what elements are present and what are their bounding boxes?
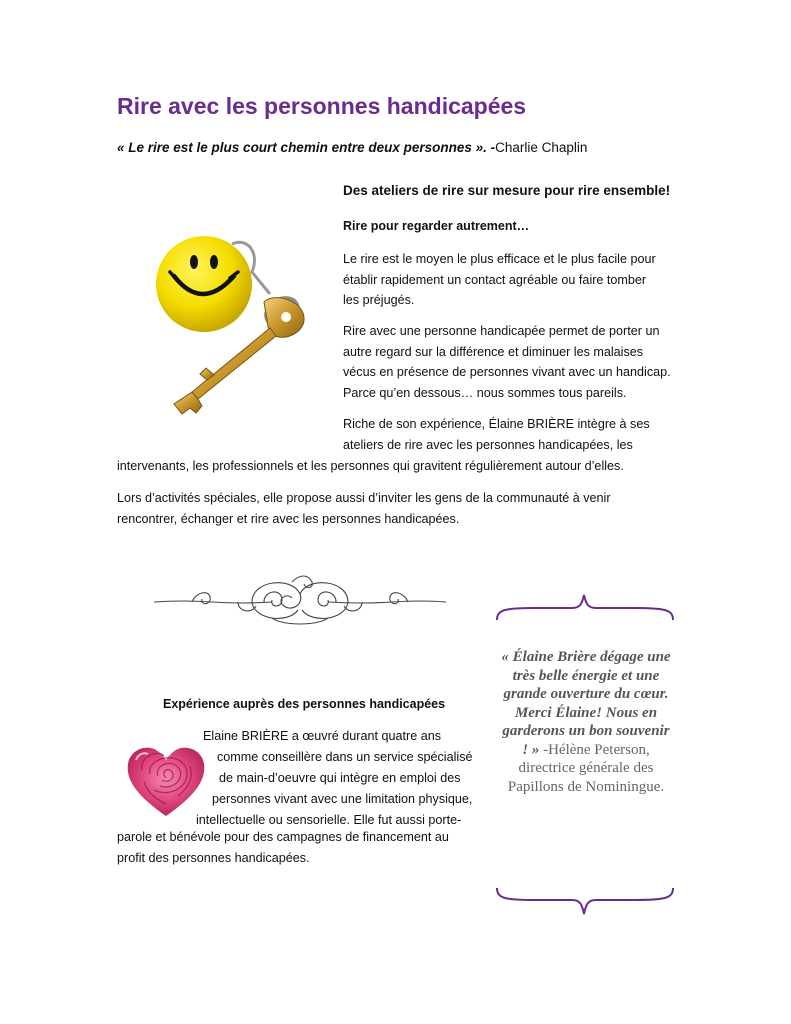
chaplin-quote xyxy=(117,140,587,155)
rose-heart-icon xyxy=(124,742,208,818)
testimonial-text: « Élaine Brière dégage une très belle énergie et une grande ouverture du cœur. Merci Élaine! Nous en garderons un bon souvenir ! » xyxy=(501,649,671,758)
page-title: Rire avec les personnes handicapées xyxy=(117,93,527,119)
experience-line-2: comme conseillère dans un service spécialisé xyxy=(217,750,473,764)
text-line: établir rapidement un contact agréable ou faire tomber xyxy=(343,272,647,287)
paragraph-2 xyxy=(343,321,671,403)
experience-line-7: profit des personnes handicapées. xyxy=(117,851,310,865)
experience-line-1: Elaine BRIÈRE a œuvré durant quatre ans xyxy=(203,729,442,743)
text-line: Rire avec une personne handicapée permet de porter un xyxy=(343,324,660,338)
testimonial-attribution: -Hélène Peterson, directrice générale des Papillons de Nominingue. xyxy=(507,741,665,795)
quote-text: « Le rire est le plus court chemin entre deux personnes ». - xyxy=(117,140,496,155)
flourish-ornament-icon xyxy=(152,572,448,630)
experience-line-3: de main-d’oeuvre qui intègre en emploi des xyxy=(219,771,461,785)
section-subheading: Rire pour regarder autrement… xyxy=(343,219,530,233)
text-line: Lors d’activités spéciales, elle propose aussi d’inviter les gens de la communauté à venir xyxy=(117,491,611,505)
paragraph-3-line-2: ateliers de rire avec les personnes handicapées, les xyxy=(343,438,633,452)
section-heading-experience: Expérience auprès des personnes handicapées xyxy=(163,697,446,711)
text-line: vécus en présence de personnes vivant avec un handicap. xyxy=(343,365,671,379)
text-line: Parce qu’en dessous… nous sommes tous pareils. xyxy=(343,385,627,400)
experience-line-5: intellectuelle ou sensorielle. Elle fut aussi porte- xyxy=(196,813,462,827)
paragraph-4 xyxy=(117,488,611,529)
text-line: Le rire est le moyen le plus efficace et le plus facile pour xyxy=(343,252,656,266)
section-heading-workshops: Des ateliers de rire sur mesure pour rire ensemble! xyxy=(343,183,671,198)
bracket-top-icon xyxy=(494,592,676,622)
paragraph-1 xyxy=(343,249,656,311)
testimonial-quote xyxy=(500,648,672,796)
experience-line-6: parole et bénévole pour des campagnes de financement au xyxy=(117,830,449,844)
smiley-keychain-icon xyxy=(152,232,322,417)
experience-line-4: personnes vivant avec une limitation physique, xyxy=(212,792,473,806)
paragraph-3-line-3: intervenants, les professionnels et les personnes qui gravitent régulièrement autour d’elles. xyxy=(117,459,624,473)
text-line: autre regard sur la différence et diminuer les malaises xyxy=(343,344,644,359)
text-line: les préjugés. xyxy=(343,293,415,307)
text-line: rencontrer, échanger et rire avec les personnes handicapées. xyxy=(117,511,460,526)
bracket-bottom-icon xyxy=(494,886,676,918)
quote-author: Charlie Chaplin xyxy=(495,140,588,155)
paragraph-3-line-1: Riche de son expérience, Élaine BRIÈRE intègre à ses xyxy=(343,417,650,431)
